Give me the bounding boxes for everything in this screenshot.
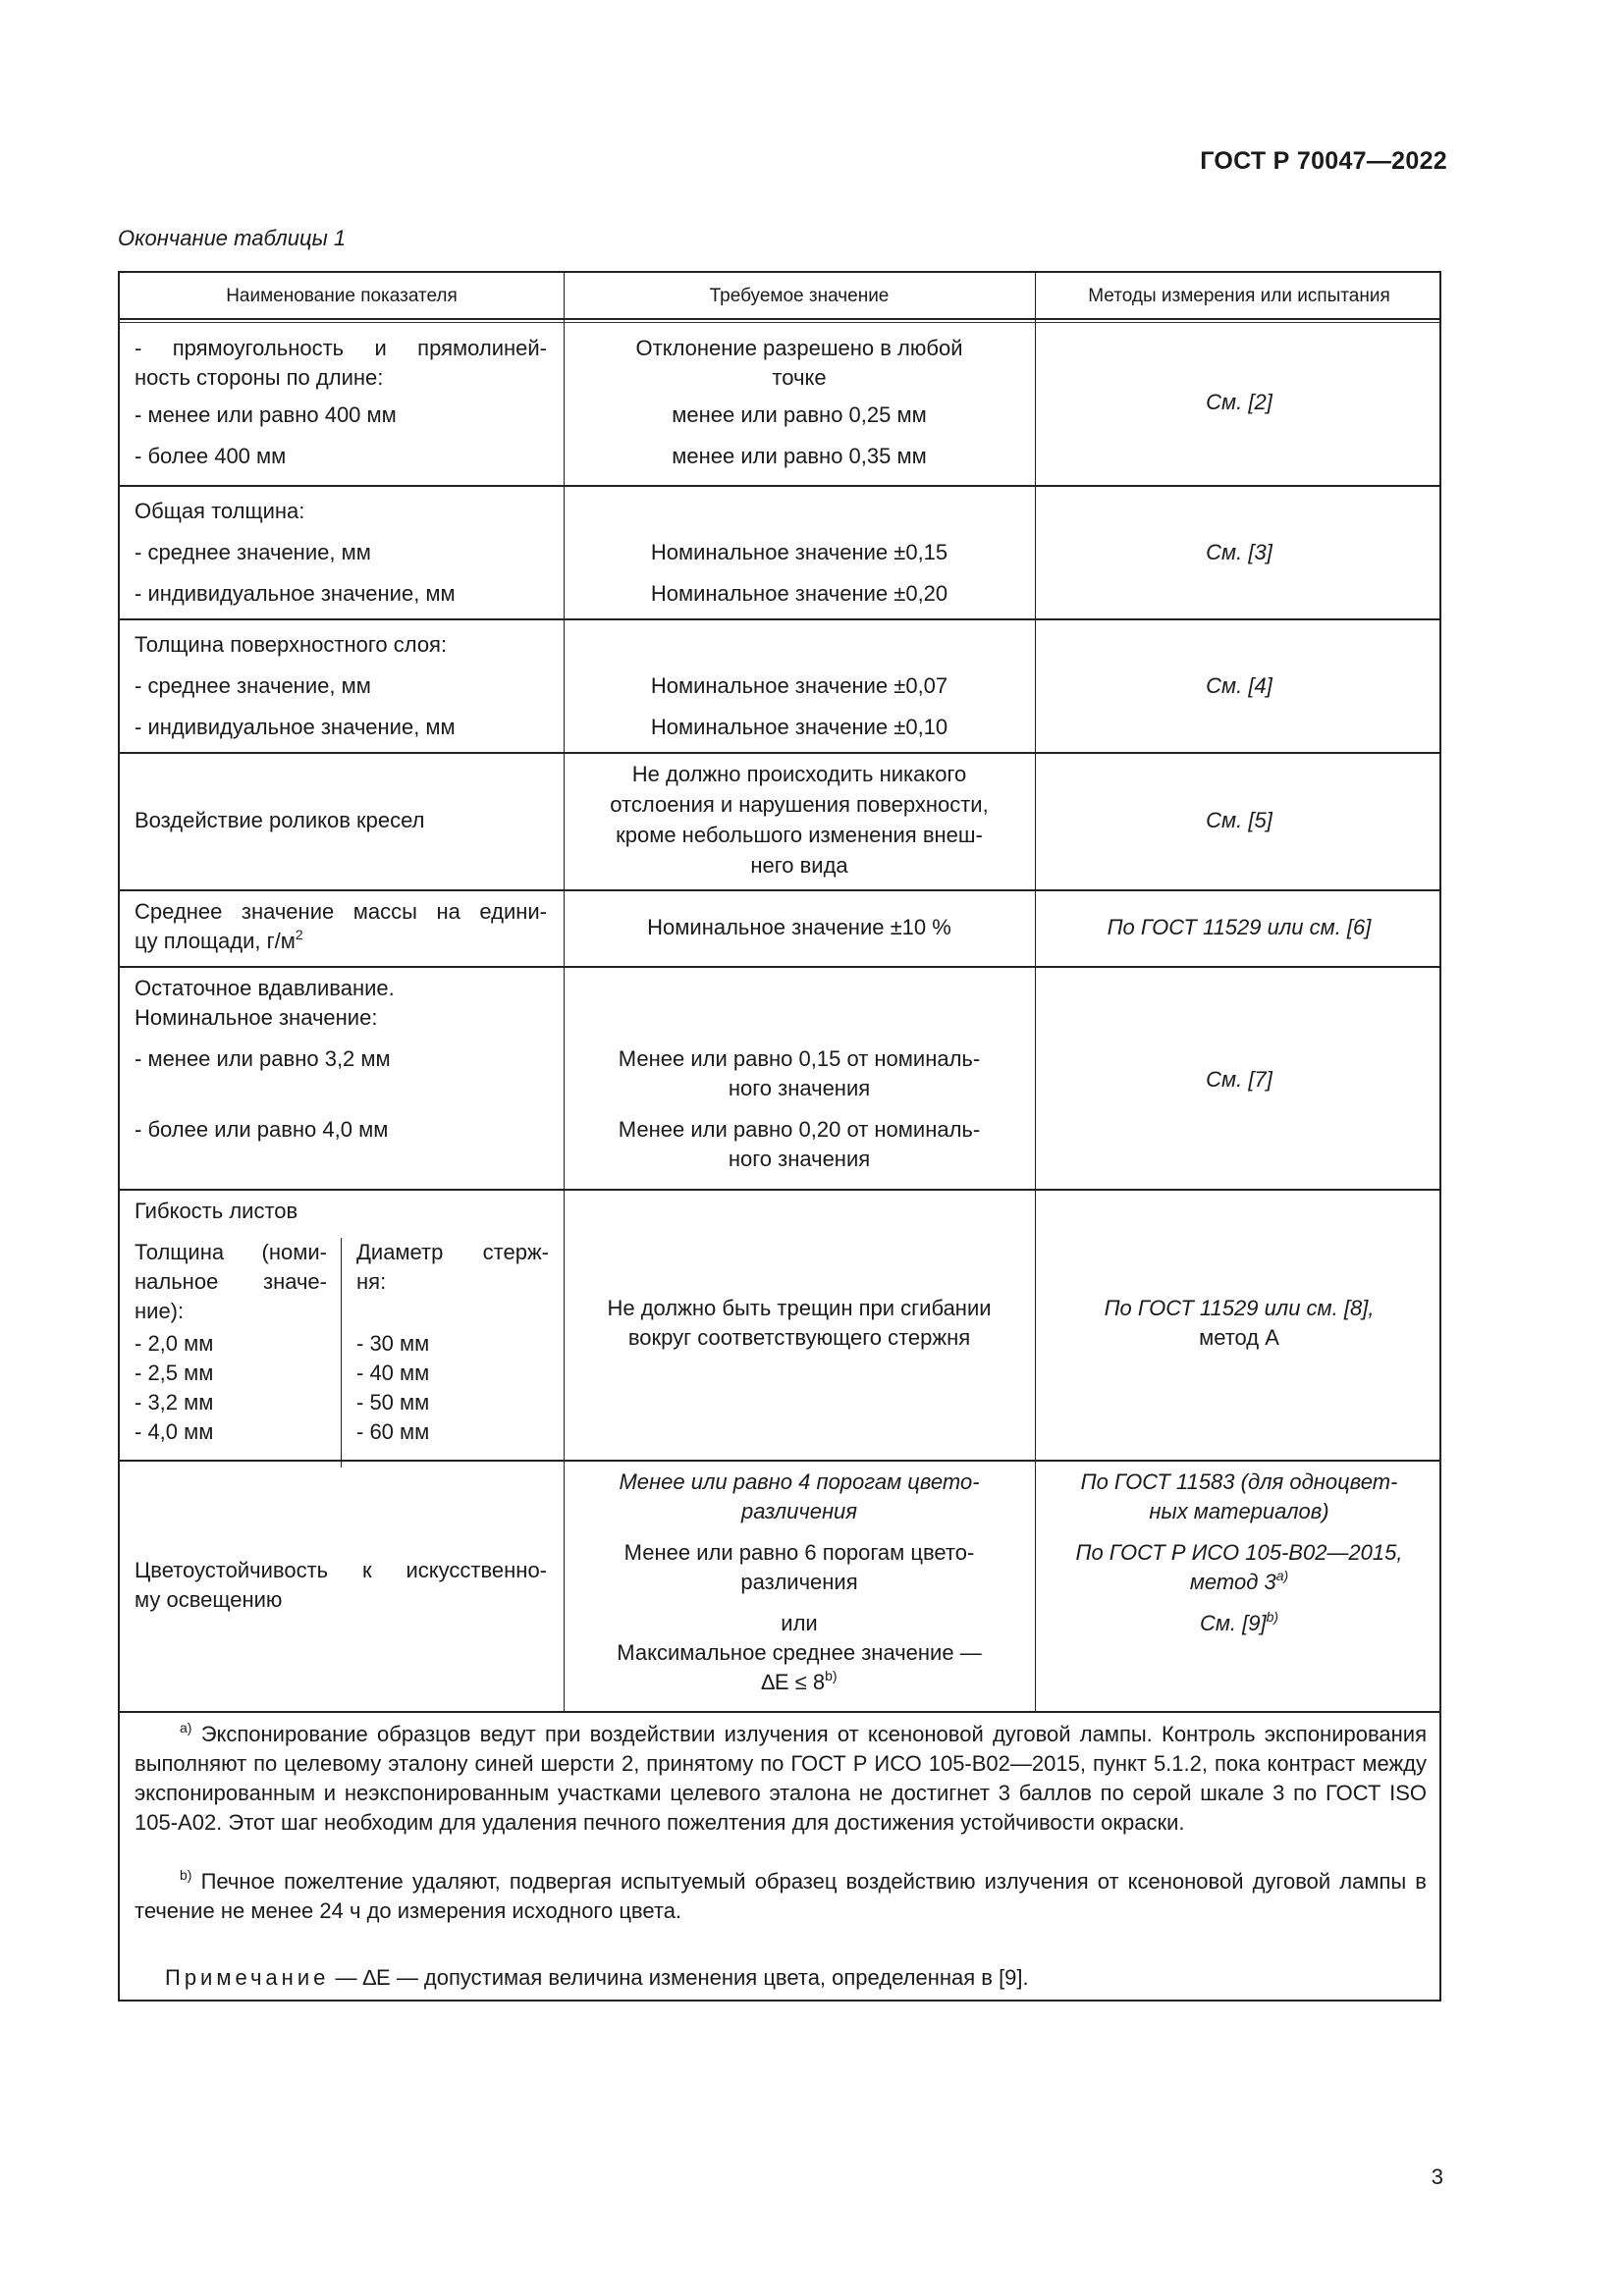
diameter-value: - 50 мм <box>356 1390 430 1415</box>
row-name: - прямоугольность и прямолиней- ность стороны по длине: <box>135 336 547 390</box>
row-method: По ГОСТ 11583 (для одноцвет- <box>1080 1469 1398 1494</box>
row-value: него вида <box>750 853 848 878</box>
row-divider <box>120 752 1439 754</box>
row-value: Менее или равно 4 порогам цвето- <box>619 1469 980 1494</box>
diameter-value: - 60 мм <box>356 1419 430 1444</box>
row-value: Менее или равно 6 порогам цвето- <box>623 1540 975 1565</box>
row-value: Номинальное значение ±0,20 <box>650 581 948 606</box>
row-value: различения <box>740 1570 858 1594</box>
row-name: Толщина поверхностного слоя: <box>135 632 448 657</box>
column-divider-1 <box>564 273 565 1711</box>
row-value: Менее или равно 0,15 от номиналь- <box>618 1046 981 1071</box>
footnote-a: $^{a)}$ Экспонирование образцов ведут при воздействии излучения от ксеноновой дуговой лампы. Контроль экспонирования выполняют по целевому эталону синей шерсти 2, принятому по ГОСТ Р ИСО 105-В02—2015, пункт 5.1.2, пока контраст между экспонированным и неэкспонированным участками целевого эталона не достигнет 3 баллов по серой шкале 3 по ГОСТ ISO 105-А02. Этот шаг необходим для удаления печного пожелтения для достижения устойчивости окраски. <box>135 1720 1427 1835</box>
row-method: См. $[9]^{b)}$ <box>1199 1609 1279 1635</box>
row-divider <box>120 1460 1439 1462</box>
row-name: Среднее значение массы на едини- цу площади, $г/м^2$ <box>135 899 547 953</box>
row-value: Номинальное значение ±0,15 <box>650 540 948 564</box>
row-name: Воздействие роликов кресел <box>135 808 425 832</box>
row-divider <box>120 485 1439 487</box>
row-value: Не должно происходить никакого <box>631 762 967 786</box>
flexibility-subdivider <box>341 1238 342 1468</box>
row-method: См. [4] <box>1206 673 1272 698</box>
row-method: См. [5] <box>1206 808 1272 832</box>
diameter-value: - 30 мм <box>356 1331 430 1356</box>
row-name: Гибкость листов <box>135 1199 298 1223</box>
row-divider <box>120 889 1439 891</box>
row-name: Цветоустойчивость к искусственно- му освещению <box>135 1558 547 1612</box>
column-header-method: Методы измерения или испытания <box>1088 286 1390 306</box>
diameter-header: Диаметр стерж- ня: <box>356 1240 549 1294</box>
row-name-sub: - среднее значение, мм <box>135 673 371 698</box>
page-number: 3 <box>1431 2164 1443 2189</box>
requirements-table <box>118 271 1441 2002</box>
row-name: Общая толщина: <box>135 499 305 523</box>
row-value: $\Delta E \le 8^{b)}$ <box>761 1668 838 1694</box>
row-divider <box>120 1189 1439 1191</box>
row-value: вокруг соответствующего стержня <box>627 1325 971 1350</box>
row-value: отслоения и нарушения поверхности, <box>610 792 989 817</box>
row-value: Номинальное значение ±0,07 <box>650 673 948 698</box>
row-name-sub: - менее или равно 3,2 мм <box>135 1046 391 1071</box>
thickness-value: - 4,0 мм <box>135 1419 214 1444</box>
header-divider-second <box>120 322 1439 323</box>
diameter-value: - 40 мм <box>356 1361 430 1385</box>
thickness-value: - 3,2 мм <box>135 1390 214 1415</box>
row-value: различения <box>740 1499 858 1523</box>
table-caption: Окончание таблицы 1 <box>118 226 347 250</box>
row-name-sub: - более или равно 4,0 мм <box>135 1117 389 1142</box>
row-value: Не должно быть трещин при сгибании <box>607 1296 992 1320</box>
row-value: Менее или равно 0,20 от номиналь- <box>618 1117 981 1142</box>
row-value: Максимальное среднее значение — <box>617 1640 982 1665</box>
row-method: метод 3$^{a)}$ <box>1189 1568 1289 1594</box>
header-divider <box>120 318 1439 320</box>
row-method: По ГОСТ Р ИСО 105-В02—2015, <box>1075 1540 1403 1565</box>
column-divider-2 <box>1035 273 1036 1711</box>
footnote-b: $^{b)}$ Печное пожелтение удаляют, подвергая испытуемый образец воздействию излучения от ксеноновой дуговой лампы в течение не менее 24 ч до измерения исходного цвета. <box>135 1867 1427 1923</box>
row-name-sub: - индивидуальное значение, мм <box>135 581 456 606</box>
row-method: метод А <box>1199 1325 1279 1350</box>
row-method: См. [2] <box>1206 390 1272 414</box>
row-value: кроме небольшого изменения внеш- <box>616 823 983 847</box>
row-value: Номинальное значение ±10 % <box>647 915 951 939</box>
row-method: См. [7] <box>1206 1067 1272 1092</box>
row-name-sub: - более 400 мм <box>135 444 287 468</box>
thickness-header: Толщина (номи- нальное значе- ние): <box>135 1240 327 1323</box>
column-header-value: Требуемое значение <box>709 286 890 306</box>
column-header-name: Наименование показателя <box>226 286 458 306</box>
row-divider <box>120 618 1439 620</box>
row-value: менее или равно 0,25 мм <box>672 402 927 427</box>
row-method: По ГОСТ 11529 или см. [6] <box>1107 915 1372 939</box>
row-value: Отклонение разрешено в любой <box>635 336 963 360</box>
row-value: менее или равно 0,35 мм <box>672 444 927 468</box>
document-code: ГОСТ Р 70047—2022 <box>1200 147 1447 175</box>
row-name-sub: - менее или равно 400 мм <box>135 402 397 427</box>
row-name: Остаточное вдавливание. <box>135 976 395 1000</box>
thickness-value: - 2,5 мм <box>135 1361 214 1385</box>
row-method: ных материалов) <box>1149 1499 1329 1523</box>
row-method: По ГОСТ 11529 или см. [8], <box>1104 1296 1375 1320</box>
row-value: или <box>781 1611 818 1635</box>
footnote-divider <box>120 1711 1439 1713</box>
row-value: ного значения <box>728 1076 871 1100</box>
row-name-sub: - индивидуальное значение, мм <box>135 715 456 739</box>
row-value: точке <box>772 365 827 390</box>
row-divider <box>120 966 1439 968</box>
row-name-sub: - среднее значение, мм <box>135 540 371 564</box>
row-value: ного значения <box>728 1147 871 1171</box>
row-name: Номинальное значение: <box>135 1005 378 1030</box>
row-method: См. [3] <box>1206 540 1272 564</box>
thickness-value: - 2,0 мм <box>135 1331 214 1356</box>
row-value: Номинальное значение ±0,10 <box>650 715 948 739</box>
table-note: Примечание — ∆E — допустимая величина изменения цвета, определенная в [9]. <box>165 1965 1029 1990</box>
